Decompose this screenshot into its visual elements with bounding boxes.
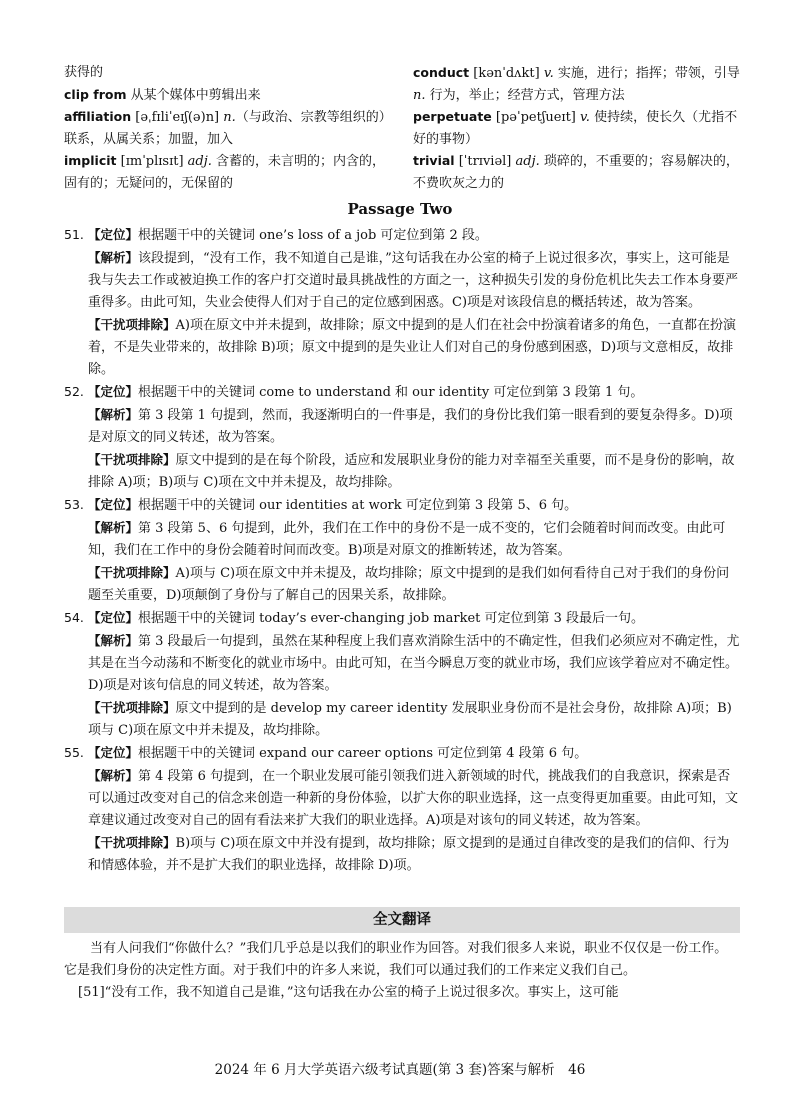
analysis-tag: 【解析】: [88, 768, 139, 783]
locate-tag: 【定位】: [88, 497, 139, 512]
locate-line: [64, 494, 740, 517]
elimination-tag: 【干扰项排除】: [88, 565, 176, 580]
locate-tag: 【定位】: [88, 610, 139, 625]
vocab-pos: v.: [580, 110, 590, 125]
vocab-pos: n.: [413, 87, 426, 103]
analysis-tag: 【解析】: [88, 407, 139, 422]
passage-title: Passage Two: [347, 200, 453, 218]
vocab-entry: [64, 106, 395, 150]
vocab-pronunciation: [kənˈdʌkt]: [469, 66, 544, 81]
vocab-def: 行为，举止；经营方式，管理方法: [425, 87, 625, 103]
elimination-line: [64, 449, 740, 494]
elimination-text: 原文中提到的是在每个阶段，适应和发展职业身份的能力对幸福至关重要，而不是身份的影响，故排除 A)项；B)项与 C)项在文中并未提及，故均排除。: [88, 453, 735, 490]
vocab-column-right: [413, 62, 744, 194]
vocab-word: implicit: [64, 153, 117, 168]
vocab-def: 使持续，使长久（尤指不好的事物）: [413, 110, 738, 147]
locate-line: [64, 224, 740, 247]
elimination-tag: 【干扰项排除】: [88, 452, 176, 467]
vocab-entry: [413, 62, 744, 106]
elimination-line: [64, 314, 740, 381]
locate-tag: 【定位】: [88, 384, 139, 399]
question-block: [64, 224, 740, 381]
vocab-word: perpetuate: [413, 109, 492, 124]
translation-paragraph: 当有人问我们“你做什么？”我们几乎总是以我们的职业作为回答。对我们很多人来说，职业不仅仅是一份工作。它是我们身份的决定性方面。对于我们中的许多人来说，我们可以通过我们的工作来定义我们自己。: [64, 941, 728, 978]
vocab-def: 从某个媒体中剪辑出来: [126, 87, 261, 103]
vocab-word: clip from: [64, 86, 127, 102]
elimination-text: B)项与 C)项在原文中并没有提到，故均排除；原文提到的是通过自律改变的是我们的信仰、行为和情感体验，并不是扩大我们的职业选择，故排除 D)项。: [88, 836, 730, 873]
question-number: 51.: [64, 227, 84, 242]
vocab-word: conduct: [413, 65, 470, 80]
translation-heading: 全文翻译: [64, 907, 740, 933]
vocab-def: 实施，进行；指挥；带领，引导: [553, 66, 740, 81]
question-number: 54.: [64, 610, 84, 625]
analysis-tag: 【解析】: [88, 633, 139, 648]
elimination-tag: 【干扰项排除】: [88, 835, 176, 850]
vocab-pronunciation: [ɪmˈplɪsɪt]: [116, 154, 188, 169]
elimination-tag: 【干扰项排除】: [88, 317, 176, 332]
vocab-word: trivial: [413, 153, 455, 168]
analysis-line: [64, 517, 740, 562]
question-number: 53.: [64, 497, 84, 512]
vocab-def: 获得的: [64, 65, 104, 80]
vocab-pos: v.: [543, 66, 554, 81]
analysis-tag: 【解析】: [88, 250, 139, 265]
elimination-line: [64, 832, 740, 877]
analysis-line: [64, 765, 740, 832]
analysis-text: 第 4 段第 6 句提到，在一个职业发展可能引领我们进入新领域的时代，挑战我们的自我意识，探索是否可以通过改变对自己的信念来创造一种新的身份体验，以扩大你的职业选择，这一点变得更加重要。由此可知，文章建议通过改变对自己的固有看法来扩大我们的职业选择。A)项是对该句的同义转述，故为答案。: [88, 769, 739, 828]
elimination-line: [64, 697, 740, 742]
analysis-text: 该段提到，“没有工作，我不知道自己是谁，”这句话我在办公室的椅子上说过很多次，事实上，这可能是我与失去工作或被迫换工作的客户打交道时最具挑战性的方面之一，这种损失引发的身份危机比失去工作本身要严重得多。由此可知，失业会使得人们对于自己的定位感到困惑。C)项是对该段信息的概括转述，故为答案。: [88, 251, 739, 310]
analysis-line: [64, 247, 740, 314]
vocab-column-left: [64, 62, 395, 194]
translation-paragraph: [51]“没有工作，我不知道自己是谁，”这句话我在办公室的椅子上说过很多次。事实上，这可能: [78, 985, 619, 1000]
vocab-def: 琐碎的，不重要的；容易解决的，不费吹灰之力的: [413, 154, 739, 191]
vocab-pos: n.: [223, 110, 236, 125]
vocab-entry: [413, 150, 744, 194]
vocab-pronunciation: [pəˈpetʃueɪt]: [491, 110, 580, 125]
elimination-text: 原文中提到的是 develop my career identity 发展职业身份而不是社会身份，故排除 A)项；B)项与 C)项在原文中并未提及，故均排除。: [88, 701, 732, 738]
vocab-pos: adj.: [515, 154, 540, 169]
analysis-line: [64, 630, 740, 697]
vocab-entry: [64, 62, 395, 84]
question-block: [64, 381, 740, 494]
question-number: 55.: [64, 745, 84, 760]
locate-tag: 【定位】: [88, 745, 139, 760]
locate-line: [64, 381, 740, 404]
page-footer: 2024 年 6 月大学英语六级考试真题(第 3 套)答案与解析 46: [214, 1062, 586, 1078]
answer-analysis-section: [64, 224, 740, 877]
vocabulary-section: [64, 62, 744, 194]
locate-text: 根据题干中的关键词 expand our career options 可定位到第 4 段第 6 句。: [138, 746, 588, 761]
locate-line: [64, 607, 740, 630]
locate-text: 根据题干中的关键词 our identities at work 可定位到第 3 段第 5、6 句。: [138, 498, 578, 513]
vocab-def: （与政治、宗教等组织的）联系，从属关系；加盟，加入: [64, 110, 392, 147]
elimination-text: A)项在原文中并未提到，故排除；原文中提到的是人们在社会中扮演着诸多的角色，一直都在扮演着，不是失业带来的，故排除 B)项；原文中提到的是失业让人们对自己的身份感到困惑，D)项与文意相反，故排除。: [88, 318, 736, 377]
analysis-text: 第 3 段第 5、6 句提到，此外，我们在工作中的身份不是一成不变的，它们会随着时间而改变。由此可知，我们在工作中的身份会随着时间而改变。B)项是对原文的推断转述，故为答案。: [88, 521, 726, 558]
analysis-text: 第 3 段第 1 句提到，然而，我逐渐明白的一件事是，我们的身份比我们第一眼看到的要复杂得多。D)项是对原文的同义转述，故为答案。: [88, 408, 733, 445]
locate-text: 根据题干中的关键词 come to understand 和 our identity 可定位到第 3 段第 1 句。: [138, 385, 644, 400]
analysis-line: [64, 404, 740, 449]
elimination-line: [64, 562, 740, 607]
vocab-entry: [64, 150, 395, 194]
locate-text: 根据题干中的关键词 one’s loss of a job 可定位到第 2 段。: [138, 228, 488, 243]
vocab-def: 含蓄的，未言明的；内含的，固有的；无疑问的，无保留的: [64, 154, 386, 191]
vocab-entry: [64, 84, 395, 107]
question-block: [64, 742, 740, 877]
vocab-pronunciation: [ˈtrɪviəl]: [454, 154, 516, 169]
analysis-text: 第 3 段最后一句提到，虽然在某种程度上我们喜欢消除生活中的不确定性，但我们必须应对不确定性，尤其是在当今动荡和不断变化的就业市场中。由此可知，在当今瞬息万变的就业市场，我们应该学着应对不确定性。D)项是对该句信息的同义转述，故为答案。: [88, 634, 740, 693]
analysis-tag: 【解析】: [88, 520, 139, 535]
question-block: [64, 494, 740, 607]
elimination-tag: 【干扰项排除】: [88, 700, 176, 715]
vocab-word: affiliation: [64, 109, 132, 124]
question-number: 52.: [64, 384, 84, 399]
elimination-text: A)项与 C)项在原文中并未提及，故均排除；原文中提到的是我们如何看待自己对于我们的身份问题至关重要，D)项颠倒了身份与了解自己的因果关系，故排除。: [88, 566, 730, 603]
vocab-entry: [413, 106, 744, 150]
locate-tag: 【定位】: [88, 227, 139, 242]
vocab-pronunciation: [əˌfɪliˈeɪʃ(ə)n]: [131, 110, 224, 125]
translation-section: [64, 938, 740, 1004]
question-block: [64, 607, 740, 742]
vocab-pos: adj.: [187, 154, 212, 169]
locate-text: 根据题干中的关键词 today’s ever-changing job market 可定位到第 3 段最后一句。: [138, 611, 645, 626]
locate-line: [64, 742, 740, 765]
